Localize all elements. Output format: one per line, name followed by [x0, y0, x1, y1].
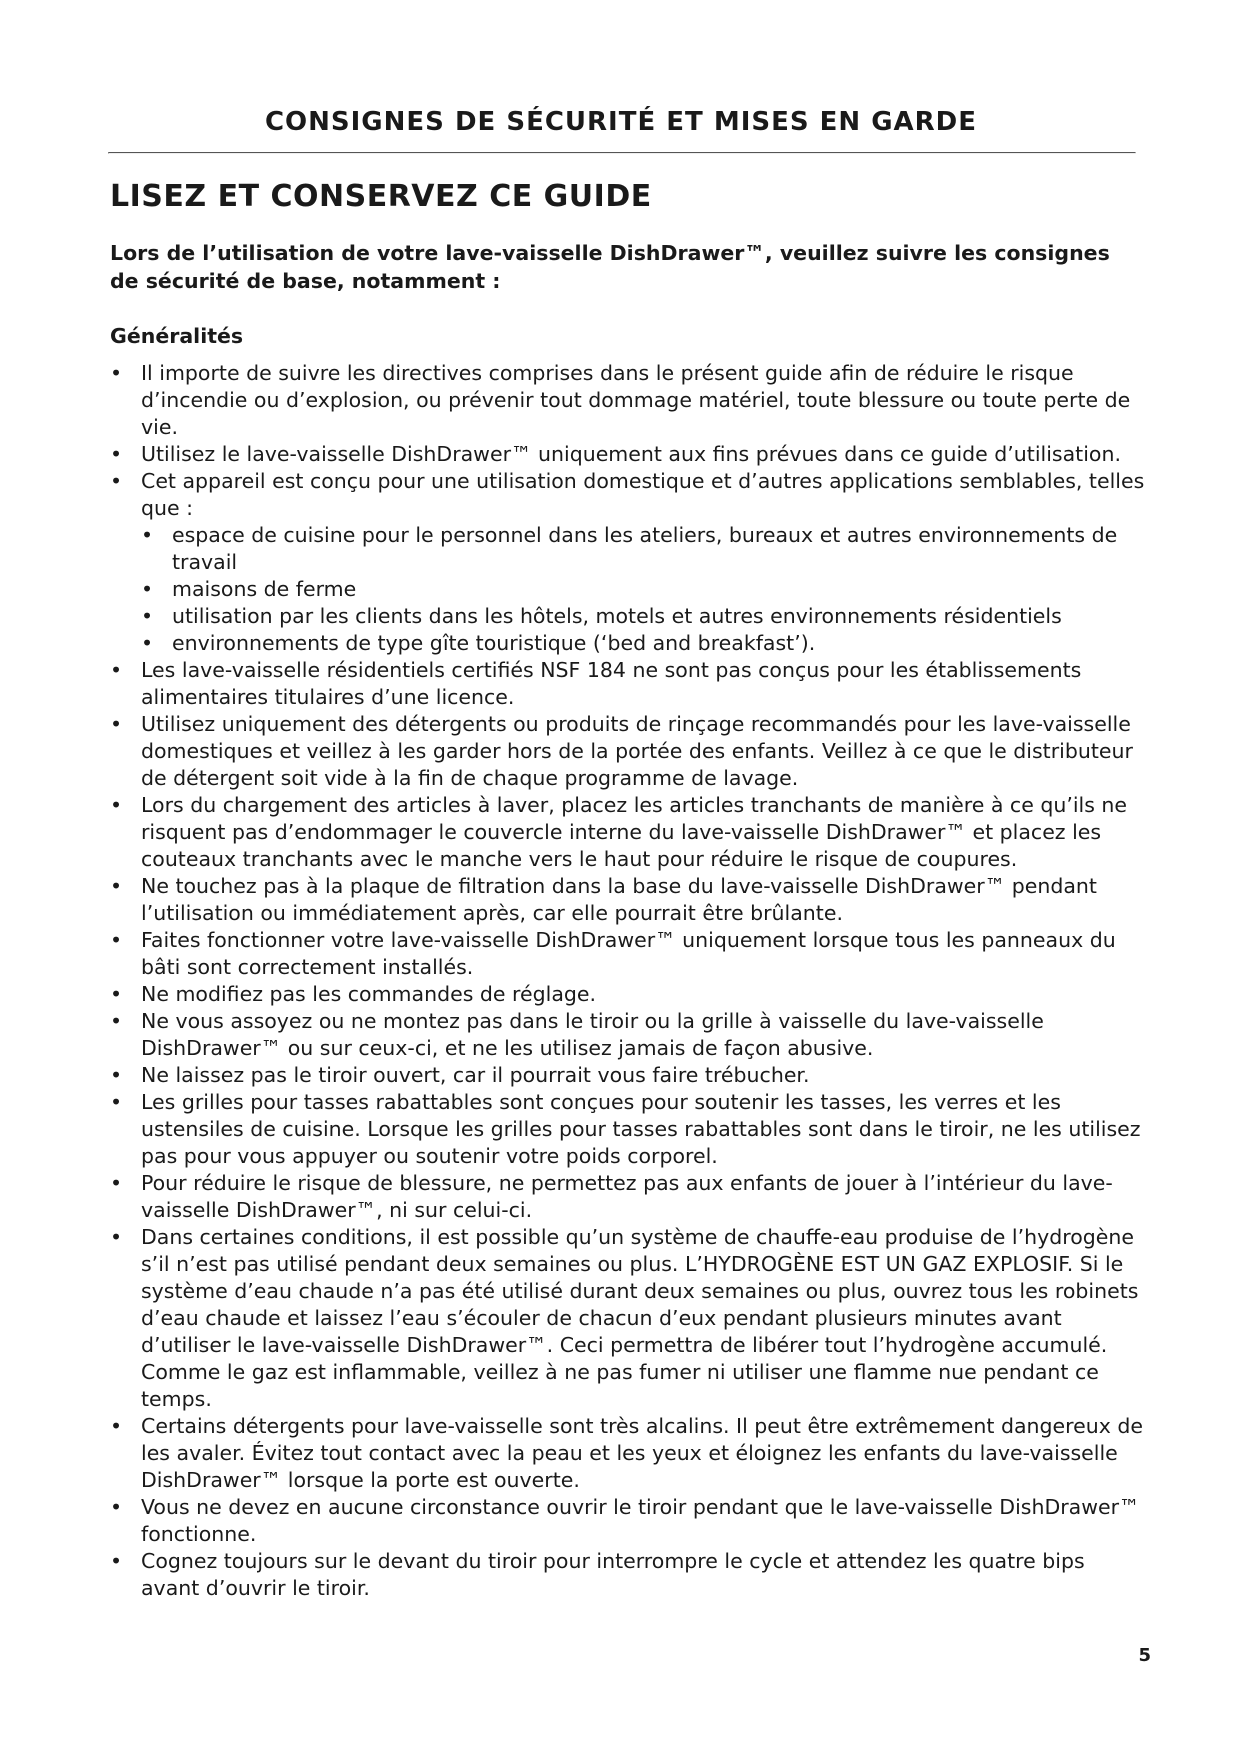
bullet-icon: • — [141, 523, 154, 547]
section-heading-generalites: Généralités — [110, 324, 244, 348]
list-item-text: Certains détergents pour lave-vaisselle sont très alcalins. Il peut être extrêmement dangereux de les avaler. Évitez tout contact avec la peau et les yeux et éloignez les enfants du lave-vaisselle DishDrawer™ lorsque la porte est ouverte. — [141, 1414, 1143, 1492]
list-item-text: Dans certaines conditions, il est possible qu’un système de chauffe-eau produise de l’hydrogène s’il n’est pas utilisé pendant deux semaines ou plus. L’HYDROGÈNE EST UN GAZ EXPLOSIF. Si le système d’eau chaude n’a pas été utilisé durant deux semaines ou plus, ouvrez tous les robinets d’eau chaude et laissez l’eau s’écouler de chacun d’eux pendant plusieurs minutes avant d’utiliser le lave-vaisselle DishDrawer™. Ceci permettra de libérer tout l’hydrogène accumulé. Comme le gaz est inflammable, veillez à ne pas fumer ni utiliser une flamme nue pendant ce temps. — [141, 1225, 1139, 1411]
bullet-icon: • — [110, 1225, 123, 1249]
list-item — [110, 873, 1145, 927]
list-item — [110, 927, 1145, 981]
list-item-text: Ne vous assoyez ou ne montez pas dans le tiroir ou la grille à vaisselle du lave-vaisselle DishDrawer™ ou sur ceux-ci, et ne les utilisez jamais de façon abusive. — [141, 1009, 1044, 1060]
list-item-text: Les grilles pour tasses rabattables sont conçues pour soutenir les tasses, les verres et les ustensiles de cuisine. Lorsque les grilles pour tasses rabattables sont dans le tiroir, ne les utilisez pas pour vous appuyer ou soutenir votre poids corporel. — [141, 1090, 1141, 1168]
sub-list-item-text: environnements de type gîte touristique (‘bed and breakfast’). — [172, 631, 816, 655]
list-item — [110, 792, 1145, 873]
list-item — [110, 441, 1145, 468]
list-item-text: Ne touchez pas à la plaque de filtration dans la base du lave-vaisselle DishDrawer™ pendant l’utilisation ou immédiatement après, car elle pourrait être brûlante. — [141, 874, 1097, 925]
list-item-text: Cet appareil est conçu pour une utilisation domestique et d’autres applications semblables, telles que : — [141, 469, 1145, 520]
list-item-text: Utilisez le lave-vaisselle DishDrawer™ uniquement aux fins prévues dans ce guide d’utilisation. — [141, 442, 1121, 466]
sub-list-item — [141, 603, 1145, 630]
list-item-text: Il importe de suivre les directives comprises dans le présent guide afin de réduire le risque d’incendie ou d’explosion, ou prévenir tout dommage matériel, toute blessure ou toute perte de vie. — [141, 361, 1131, 439]
list-item — [110, 1413, 1145, 1494]
header-divider — [108, 152, 1136, 154]
list-item — [110, 1548, 1145, 1602]
sub-list-item-text: espace de cuisine pour le personnel dans les ateliers, bureaux et autres environnements de travail — [172, 523, 1118, 574]
bullet-icon: • — [110, 658, 123, 682]
list-item — [110, 360, 1145, 441]
bullet-icon: • — [110, 469, 123, 493]
list-item — [110, 711, 1145, 792]
list-item-text: Pour réduire le risque de blessure, ne permettez pas aux enfants de jouer à l’intérieur du lave-vaisselle DishDrawer™, ni sur celui-ci. — [141, 1171, 1113, 1222]
bullet-icon: • — [110, 793, 123, 817]
bullet-icon: • — [110, 442, 123, 466]
list-item — [110, 1170, 1145, 1224]
list-item-text: Ne laissez pas le tiroir ouvert, car il pourrait vous faire trébucher. — [141, 1063, 810, 1087]
bullet-icon: • — [110, 1495, 123, 1519]
bullet-icon: • — [141, 631, 154, 655]
bullet-icon: • — [110, 982, 123, 1006]
safety-bullet-list — [110, 360, 1145, 1602]
list-item — [110, 1224, 1145, 1413]
list-item-text: Les lave-vaisselle résidentiels certifiés NSF 184 ne sont pas conçus pour les établissements alimentaires titulaires d’une licence. — [141, 658, 1082, 709]
page-number: 5 — [1138, 1645, 1151, 1666]
list-item — [110, 1008, 1145, 1062]
list-item-text: Cognez toujours sur le devant du tiroir pour interrompre le cycle et attendez les quatre bips avant d’ouvrir le tiroir. — [141, 1549, 1085, 1600]
main-heading: LISEZ ET CONSERVEZ CE GUIDE — [110, 179, 652, 214]
bullet-icon: • — [110, 1009, 123, 1033]
bullet-icon: • — [110, 712, 123, 736]
list-item-text: Utilisez uniquement des détergents ou produits de rinçage recommandés pour les lave-vaisselle domestiques et veillez à les garder hors de la portée des enfants. Veillez à ce que le distributeur de détergent soit vide à la fin de chaque programme de lavage. — [141, 712, 1133, 790]
sub-list-item-text: utilisation par les clients dans les hôtels, motels et autres environnements résidentiels — [172, 604, 1062, 628]
list-item — [110, 657, 1145, 711]
sub-bullet-list — [141, 522, 1145, 657]
page-header-title: CONSIGNES DE SÉCURITÉ ET MISES EN GARDE — [264, 107, 978, 137]
bullet-icon: • — [110, 928, 123, 952]
intro-paragraph: Lors de l’utilisation de votre lave-vaisselle DishDrawer™, veuillez suivre les consignes de sécurité de base, notamment : — [110, 241, 1110, 293]
list-item-text: Vous ne devez en aucune circonstance ouvrir le tiroir pendant que le lave-vaisselle DishDrawer™ fonctionne. — [141, 1495, 1140, 1546]
bullet-icon: • — [110, 1549, 123, 1573]
bullet-icon: • — [110, 1063, 123, 1087]
list-item — [110, 468, 1145, 657]
bullet-icon: • — [110, 1171, 123, 1195]
list-item — [110, 1089, 1145, 1170]
bullet-icon: • — [110, 874, 123, 898]
bullet-icon: • — [110, 361, 123, 385]
list-item — [110, 1494, 1145, 1548]
list-item-text: Faites fonctionner votre lave-vaisselle DishDrawer™ uniquement lorsque tous les panneaux du bâti sont correctement installés. — [141, 928, 1116, 979]
list-item-text: Ne modifiez pas les commandes de réglage. — [141, 982, 597, 1006]
sub-list-item — [141, 576, 1145, 603]
bullet-icon: • — [110, 1090, 123, 1114]
sub-list-item-text: maisons de ferme — [172, 577, 357, 601]
sub-list-item — [141, 630, 1145, 657]
list-item-text: Lors du chargement des articles à laver, placez les articles tranchants de manière à ce qu’ils ne risquent pas d’endommager le couvercle interne du lave-vaisselle DishDrawer™ et placez les couteaux tranchants avec le manche vers le haut pour réduire le risque de coupures. — [141, 793, 1128, 871]
bullet-icon: • — [141, 577, 154, 601]
bullet-icon: • — [110, 1414, 123, 1438]
list-item — [110, 981, 1145, 1008]
bullet-icon: • — [141, 604, 154, 628]
sub-list-item — [141, 522, 1145, 576]
list-item — [110, 1062, 1145, 1089]
